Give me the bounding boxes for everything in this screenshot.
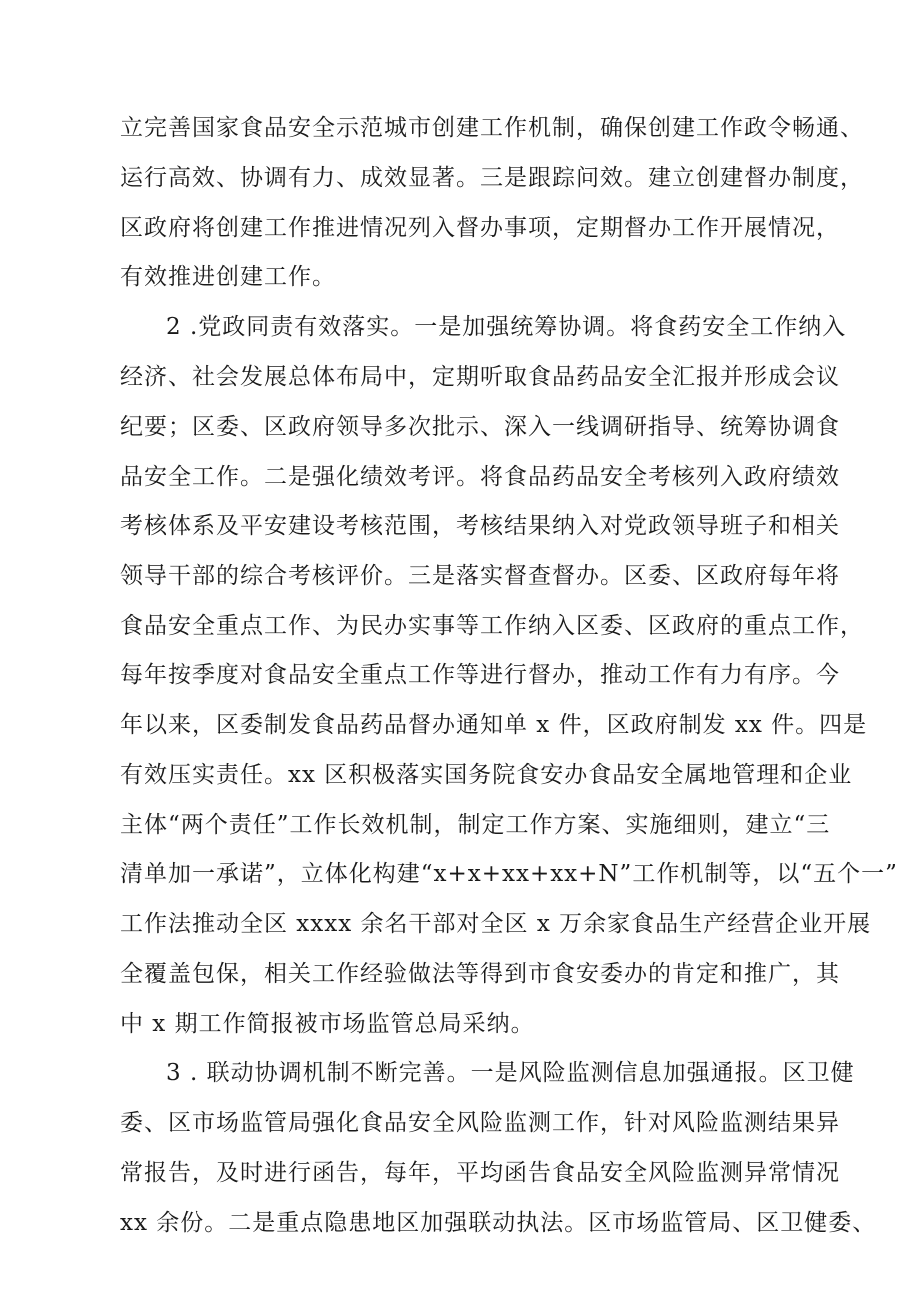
text-line: 年以来，区委制发食品药品督办通知单 x 件，区政府制发 xx 件。四是 [120, 712, 868, 738]
text-line: 主体“两个责任”工作长效机制，制定工作方案、实施细则，建立“三 [120, 812, 831, 838]
text-line: 全覆盖包保，相关工作经验做法等得到市食安委办的肯定和推广，其 [120, 961, 840, 987]
text-line: 中 x 期工作简报被市场监管总局采纳。 [120, 1011, 535, 1037]
text-line: 每年按季度对食品安全重点工作等进行督办，推动工作有力有序。今 [120, 662, 840, 688]
text-line: 工作法推动全区 xxxx 余名干部对全区 x 万余家食品生产经营企业开展 [120, 911, 872, 937]
text-line: xx 余份。二是重点隐患地区加强联动执法。区市场监管局、区卫健委、 [120, 1210, 877, 1236]
text-line: 品安全工作。二是强化绩效考评。将食品药品安全考核列入政府绩效 [120, 464, 840, 490]
text-line: 区政府将创建工作推进情况列入督办事项，定期督办工作开展情况， [120, 215, 840, 241]
text-line: 考核体系及平安建设考核范围，考核结果纳入对党政领导班子和相关 [120, 513, 840, 539]
text-line: 纪要；区委、区政府领导多次批示、深入一线调研指导、统筹协调食 [120, 414, 840, 440]
text-line: 立完善国家食品安全示范城市创建工作机制，确保创建工作政令畅通、 [120, 115, 864, 141]
text-line: 清单加一承诺”，立体化构建“x+x+xx+xx+N”工作机制等，以“五个一” [120, 861, 898, 887]
text-line: 有效推进创建工作。 [120, 264, 336, 290]
paragraph-heading-3: 3 . 联动协调机制不断完善。一是风险监测信息加强通报。区卫健 [166, 1060, 855, 1086]
text-line: 经济、社会发展总体布局中，定期听取食品药品安全汇报并形成会议 [120, 364, 840, 390]
text-line: 领导干部的综合考核评价。三是落实督查督办。区委、区政府每年将 [120, 563, 840, 589]
text-line: 常报告，及时进行函告，每年，平均函告食品安全风险监测异常情况 [120, 1160, 840, 1186]
text-line: 委、区市场监管局强化食品安全风险监测工作，针对风险监测结果异 [120, 1110, 840, 1136]
text-line: 食品安全重点工作、为民办实事等工作纳入区委、区政府的重点工作， [120, 613, 864, 639]
paragraph-heading-2: 2 .党政同责有效落实。一是加强统筹协调。将食药安全工作纳入 [166, 314, 847, 340]
text-line: 有效压实责任。xx 区积极落实国务院食安办食品安全属地管理和企业 [120, 762, 853, 788]
text-line: 运行高效、协调有力、成效显著。三是跟踪问效。建立创建督办制度， [120, 165, 864, 191]
